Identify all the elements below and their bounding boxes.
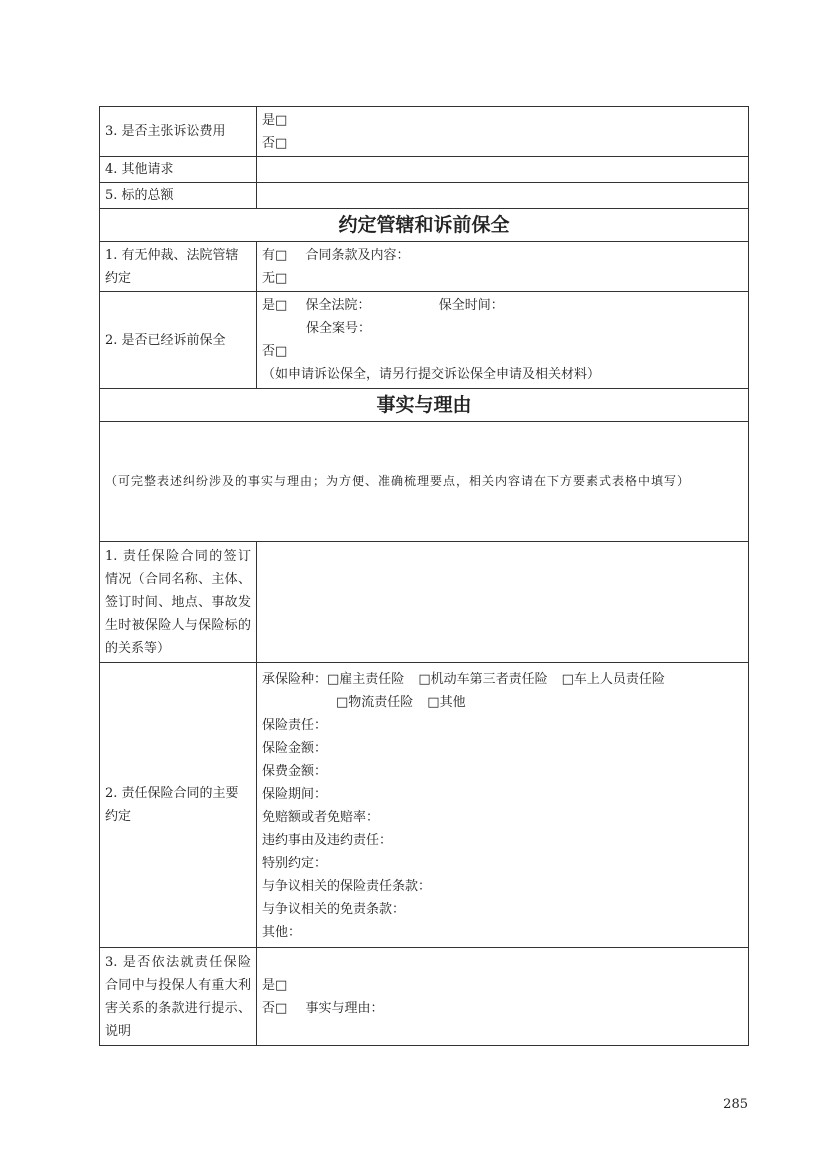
field-deductible[interactable]: 免赔额或者免赔率： <box>262 809 380 825</box>
field-insured-amount[interactable]: 保险金额： <box>262 740 328 756</box>
agreement-yes-detail: 合同条款及内容： <box>305 247 410 263</box>
option-logistics-liability[interactable]: □物流责任险 <box>336 694 414 710</box>
total-amount-row <box>100 183 749 209</box>
field-liability-clauses[interactable]: 与争议相关的保险责任条款： <box>262 878 432 894</box>
field-premium-amount[interactable]: 保费金额： <box>262 763 328 779</box>
disclosure-row <box>100 948 749 1046</box>
other-claims-label: 4. 其他请求 <box>100 157 257 183</box>
contract-signing-label: 1. 责任保险合同的签订情况（合同名称、主体、签订时间、地点、事故发生时被保险人与保险标的的关系等） <box>100 542 257 663</box>
agreement-yes-checkbox[interactable]: 有□ <box>262 247 288 263</box>
fees-row <box>100 107 749 157</box>
disclosure-options <box>257 948 749 1046</box>
preservation-yes-checkbox[interactable]: 是□ <box>262 298 288 313</box>
section-jurisdiction-row <box>100 209 749 242</box>
preservation-options <box>257 292 749 389</box>
contract-terms-row <box>100 663 749 948</box>
contract-terms-fields <box>257 663 749 948</box>
other-claims-row <box>100 157 749 183</box>
agreement-label: 1. 有无仲裁、法院管辖约定 <box>100 242 257 292</box>
preservation-no-checkbox[interactable]: 否□ <box>262 344 288 359</box>
field-special-terms[interactable]: 特别约定： <box>262 855 328 871</box>
field-other[interactable]: 其他： <box>262 924 302 940</box>
option-employer-liability[interactable]: □雇主责任险 <box>327 671 405 687</box>
contract-terms-label: 2. 责任保险合同的主要约定 <box>100 663 257 948</box>
other-claims-field[interactable] <box>257 157 749 183</box>
preservation-time-label: 保全时间： <box>438 298 504 313</box>
disclosure-no-checkbox[interactable]: 否□ <box>262 1000 288 1016</box>
preservation-court-label: 保全法院： <box>305 298 371 313</box>
field-exemption-clauses[interactable]: 与争议相关的免责条款： <box>262 901 406 917</box>
disclosure-yes-checkbox[interactable]: 是□ <box>262 977 288 993</box>
fees-no-checkbox[interactable]: 否□ <box>262 135 288 151</box>
total-amount-label: 5. 标的总额 <box>100 183 257 209</box>
facts-hint[interactable]: （可完整表述纠纷涉及的事实与理由；为方便、准确梳理要点，相关内容请在下方要素式表格中填写） <box>100 422 749 542</box>
section-facts-title: 事实与理由 <box>100 389 749 422</box>
disclosure-reason-label: 事实与理由： <box>305 1000 384 1016</box>
contract-signing-field[interactable] <box>257 542 749 663</box>
agreement-row <box>100 242 749 292</box>
page-number: 285 <box>723 1097 748 1112</box>
facts-hint-row <box>100 422 749 542</box>
section-facts-row <box>100 389 749 422</box>
agreement-options <box>257 242 749 292</box>
fees-options <box>257 107 749 157</box>
field-insurance-liability[interactable]: 保险责任： <box>262 717 328 733</box>
field-insurance-period[interactable]: 保险期间： <box>262 786 328 802</box>
preservation-note: （如申请诉讼保全，请另行提交诉讼保全申请及相关材料） <box>262 367 601 382</box>
option-vehicle-third-party[interactable]: □机动车第三者责任险 <box>418 671 548 687</box>
disclosure-label: 3. 是否依法就责任保险合同中与投保人有重大利害关系的条款进行提示、说明 <box>100 948 257 1046</box>
agreement-no-checkbox[interactable]: 无□ <box>262 270 288 286</box>
preservation-case-no-label: 保全案号： <box>306 321 372 336</box>
contract-signing-row <box>100 542 749 663</box>
fees-label: 3. 是否主张诉讼费用 <box>100 107 257 157</box>
option-other[interactable]: □其他 <box>427 694 466 710</box>
insurance-type-label: 承保险种： <box>262 671 328 687</box>
claim-form-table <box>99 106 749 1046</box>
field-breach[interactable]: 违约事由及违约责任： <box>262 832 393 848</box>
preservation-row <box>100 292 749 389</box>
preservation-label: 2. 是否已经诉前保全 <box>100 292 257 389</box>
total-amount-field[interactable] <box>257 183 749 209</box>
section-jurisdiction-title: 约定管辖和诉前保全 <box>100 209 749 242</box>
fees-yes-checkbox[interactable]: 是□ <box>262 112 288 128</box>
option-vehicle-passenger[interactable]: □车上人员责任险 <box>561 671 665 687</box>
